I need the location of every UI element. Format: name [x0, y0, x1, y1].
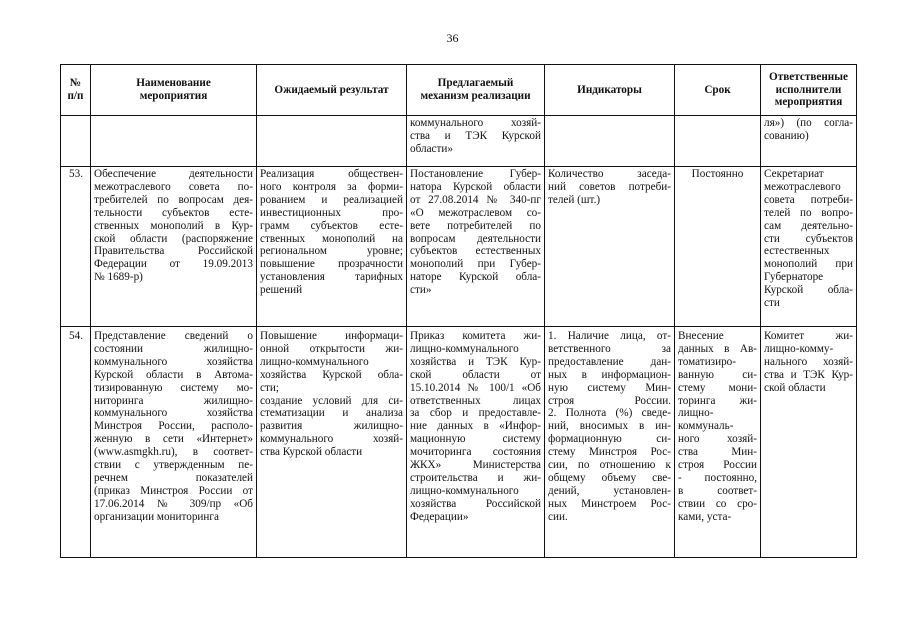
header-line: Индикаторы	[577, 83, 642, 96]
cell-indicators	[545, 327, 675, 558]
cell-line: от 27.08.2014 № 340-пг	[410, 193, 541, 206]
cell-line: хозяйства Курской обла-	[260, 368, 403, 381]
cell-responsible	[761, 167, 857, 327]
cell-line: онной открытости жи-	[260, 342, 403, 355]
cell-line: Минстроя России, располо-	[94, 420, 253, 433]
col-responsible-header	[761, 65, 857, 116]
cell-line: ний советов потреби-	[548, 180, 671, 193]
cell-line: (приказ Минстроя России от	[94, 484, 253, 497]
cell-line: сти субъектов	[764, 232, 853, 245]
cell-responsible	[761, 327, 857, 558]
cell-line: монополий при Губер-	[410, 258, 541, 271]
cell-line: данных в Ав-	[678, 342, 757, 355]
cell-line: наторе Курской обла-	[410, 271, 541, 284]
cell-line: сии.	[548, 510, 568, 523]
cell-line: дений, установлен-	[548, 484, 671, 497]
cell-line: ниторинга жилищно-	[94, 394, 253, 407]
cell-line: 15.10.2014 № 100/1 «Об	[410, 381, 541, 394]
cell-line: ской области	[764, 381, 826, 394]
cell-line: Повышение информаци-	[260, 330, 403, 342]
table-row	[61, 327, 857, 558]
cell-line: развития жилищно-	[260, 420, 403, 433]
cell-line: грамм субъектов есте-	[260, 219, 403, 232]
cell-line: строя России.	[548, 394, 671, 407]
cell-indicators	[545, 167, 675, 327]
cell-line: Внесение	[678, 330, 724, 342]
cell-line: ства Мин-	[678, 446, 757, 459]
cell-line: лищно-коммунального	[410, 342, 519, 355]
cell-line: ской области (распоряжение	[94, 232, 253, 245]
cell-number	[61, 116, 91, 167]
header-line: Наименование	[136, 77, 211, 90]
cell-line: ской области от	[410, 368, 541, 381]
header-line: Ожидаемый результат	[274, 83, 389, 96]
cell-line: создание условий для си-	[260, 394, 403, 407]
cell-line: Губернаторе	[764, 271, 824, 284]
header-line: №	[69, 77, 82, 90]
cell-term	[675, 167, 761, 327]
cell-line: речнем показателей	[94, 471, 253, 484]
table-row	[61, 116, 857, 167]
cell-line: мочиторинга состояния	[410, 446, 541, 459]
cell-line: в соответ-	[678, 484, 757, 497]
cell-line: Представление сведений о	[94, 330, 253, 342]
cell-line: 2. Полнота (%) сведе-	[548, 407, 671, 420]
cell-line: ванную си-	[678, 368, 757, 381]
cell-line: телей по вопро-	[764, 206, 853, 219]
cell-line: ками, уста-	[678, 510, 732, 523]
cell-line: № 1689-р)	[94, 271, 143, 284]
cell-line: коммунального хозяйства	[94, 355, 253, 368]
header-line: п/п	[67, 90, 84, 102]
header-line: мероприятия	[139, 90, 208, 102]
cell-line: строительства и жи-	[410, 471, 541, 484]
cell-line: торинга жи-	[678, 394, 757, 407]
cell-line: нального хозяй-	[764, 355, 853, 368]
cell-term	[675, 327, 761, 558]
cell-line: общему объему све-	[548, 471, 671, 484]
cell-line: лищно-	[678, 407, 714, 420]
cell-line: организации мониторинга	[94, 510, 219, 523]
cell-line: состоянии жилищно-	[94, 342, 253, 355]
header-line: механизм реализации	[420, 90, 531, 102]
cell-line: 17.06.2014 № 309/пр «Об	[94, 497, 253, 510]
cell-line: коммунального хозяйства	[94, 407, 253, 420]
col-expected-result-header	[257, 65, 407, 116]
cell-line: лищно-комму-	[764, 342, 834, 355]
cell-line: ля») (по согла-	[764, 117, 853, 129]
cell-line: телей (шт.)	[548, 193, 601, 206]
cell-line: Постоянно	[691, 168, 744, 180]
cell-number	[61, 327, 91, 558]
header-line: Срок	[704, 83, 731, 96]
cell-line: Курской обла-	[764, 284, 853, 297]
cell-line: Комитет жи-	[764, 330, 853, 342]
cell-line: коммунального хозяй-	[260, 433, 403, 446]
cell-line: тизированную систему мо-	[94, 381, 253, 394]
cell-mechanism	[407, 167, 545, 327]
cell-line: женную в сети «Интернет»	[94, 433, 253, 446]
cell-line: Обеспечение деятельности	[94, 168, 253, 180]
cell-responsible	[761, 116, 857, 167]
col-number-header	[61, 65, 91, 116]
cell-line: субъектов естественных	[410, 245, 541, 258]
cell-line: ний, вносимых в ин-	[548, 420, 671, 433]
cell-line: 1. Наличие лица, от-	[548, 330, 671, 342]
cell-line: ного хозяй-	[678, 433, 757, 446]
cell-line: Количество заседа-	[548, 168, 671, 180]
cell-line: «О межотраслевом со-	[410, 206, 541, 219]
cell-line: Реализация обществен-	[260, 168, 403, 180]
cell-line: межотраслевого	[764, 180, 841, 193]
cell-line: ние данных в «Инфор-	[410, 420, 541, 433]
page-number: 36	[446, 31, 459, 45]
cell-line: сованию)	[764, 129, 809, 142]
cell-line: 53.	[69, 168, 83, 180]
cell-line: коммунального хозяй-	[410, 117, 541, 129]
cell-line: Федерации»	[410, 510, 469, 523]
col-event-name-header	[91, 65, 257, 116]
col-term-header	[675, 65, 761, 116]
cell-line: тельности субъектов есте-	[94, 206, 253, 219]
cell-line: натора Курской области	[410, 180, 541, 193]
cell-line: ства и ТЭК Кур-	[764, 368, 853, 381]
cell-line: Приказ комитета жи-	[410, 330, 541, 342]
cell-line: хозяйства Российской	[410, 497, 541, 510]
cell-line: области»	[410, 142, 453, 155]
cell-line: вете потребителей по	[410, 219, 541, 232]
cell-line: формационную си-	[548, 433, 671, 446]
col-mechanism-header	[407, 65, 545, 116]
table-header-row	[61, 65, 857, 116]
cell-line: мационную систему	[410, 433, 541, 446]
header-line: Ответственные	[769, 70, 848, 83]
cell-expected-result	[257, 327, 407, 558]
measures-table	[60, 64, 857, 558]
cell-line: Правительства Российской	[94, 245, 253, 258]
cell-line: Постановление Губер-	[410, 168, 541, 180]
cell-line: рованием и реализацией	[260, 193, 403, 206]
cell-line: (www.asmgkh.ru), в соответ-	[94, 446, 253, 459]
cell-line: стему Минстроя Рос-	[548, 446, 671, 459]
table-row	[61, 167, 857, 327]
cell-event-name	[91, 116, 257, 167]
cell-line: сти	[764, 297, 780, 310]
cell-line: ственных монополий в Кур-	[94, 219, 253, 232]
cell-line: хозяйства и ТЭК Кур-	[410, 355, 541, 368]
cell-line: лищно-коммунального	[410, 484, 519, 497]
cell-line: региональном уровне;	[260, 245, 403, 258]
cell-line: вопросам деятельности	[410, 232, 541, 245]
header-line: мероприятия	[774, 96, 843, 109]
cell-line: ЖКХ» Министерства	[410, 459, 541, 472]
cell-line: сам деятельно-	[764, 219, 853, 232]
cell-line: ства Курской области	[260, 446, 363, 459]
cell-event-name	[91, 167, 257, 327]
cell-line: лищно-коммунального	[260, 355, 369, 368]
cell-line: решений	[260, 284, 303, 297]
cell-line: - постоянно,	[678, 471, 757, 484]
cell-line: предоставление дан-	[548, 355, 671, 368]
cell-line: инвестиционных про-	[260, 206, 403, 219]
cell-mechanism	[407, 116, 545, 167]
cell-line: Федерации от 19.09.2013	[94, 258, 253, 271]
col-indicators-header	[545, 65, 675, 116]
cell-line: ных Минстроем Рос-	[548, 497, 671, 510]
cell-line: стему мони-	[678, 381, 757, 394]
cell-event-name	[91, 327, 257, 558]
cell-line: монополий при	[764, 258, 853, 271]
cell-line: ных в информацион-	[548, 368, 671, 381]
cell-line: ную систему Мин-	[548, 381, 671, 394]
cell-line: Секретариат	[764, 168, 824, 180]
cell-line: естественных	[764, 245, 830, 258]
cell-line: сии, по отношению к	[548, 459, 671, 472]
header-line: исполнители	[775, 83, 842, 96]
cell-expected-result	[257, 116, 407, 167]
cell-line: ствии со сро-	[678, 497, 757, 510]
cell-mechanism	[407, 327, 545, 558]
cell-line: ответственных лицах	[410, 394, 541, 407]
cell-line: повышение прозрачности	[260, 258, 403, 271]
cell-line: межотраслевого совета по-	[94, 180, 253, 193]
cell-line: совета потреби-	[764, 193, 853, 206]
cell-line: томатизиро-	[678, 355, 736, 368]
cell-line: коммуналь-	[678, 420, 734, 433]
cell-line: ства и ТЭК Курской	[410, 129, 541, 142]
cell-line: ственных монополий на	[260, 232, 403, 245]
cell-line: Курской области в Автома-	[94, 368, 253, 381]
cell-line: требителей по вопросам дея-	[94, 193, 253, 206]
cell-line: ствии с утвержденным пе-	[94, 459, 253, 472]
cell-line: за сбор и предоставле-	[410, 407, 541, 420]
cell-line: ного контроля за форми-	[260, 180, 403, 193]
cell-line: стематизации и анализа	[260, 407, 403, 420]
cell-line: 54.	[69, 330, 83, 342]
cell-line: строя России	[678, 459, 757, 472]
cell-line: установления тарифных	[260, 271, 403, 284]
cell-term	[675, 116, 761, 167]
cell-number	[61, 167, 91, 327]
cell-indicators	[545, 116, 675, 167]
cell-line: сти;	[260, 381, 279, 394]
cell-expected-result	[257, 167, 407, 327]
table-body	[61, 116, 857, 558]
cell-line: ветственного за	[548, 342, 671, 355]
cell-line: сти»	[410, 284, 432, 297]
header-line: Предлагаемый	[437, 77, 514, 90]
